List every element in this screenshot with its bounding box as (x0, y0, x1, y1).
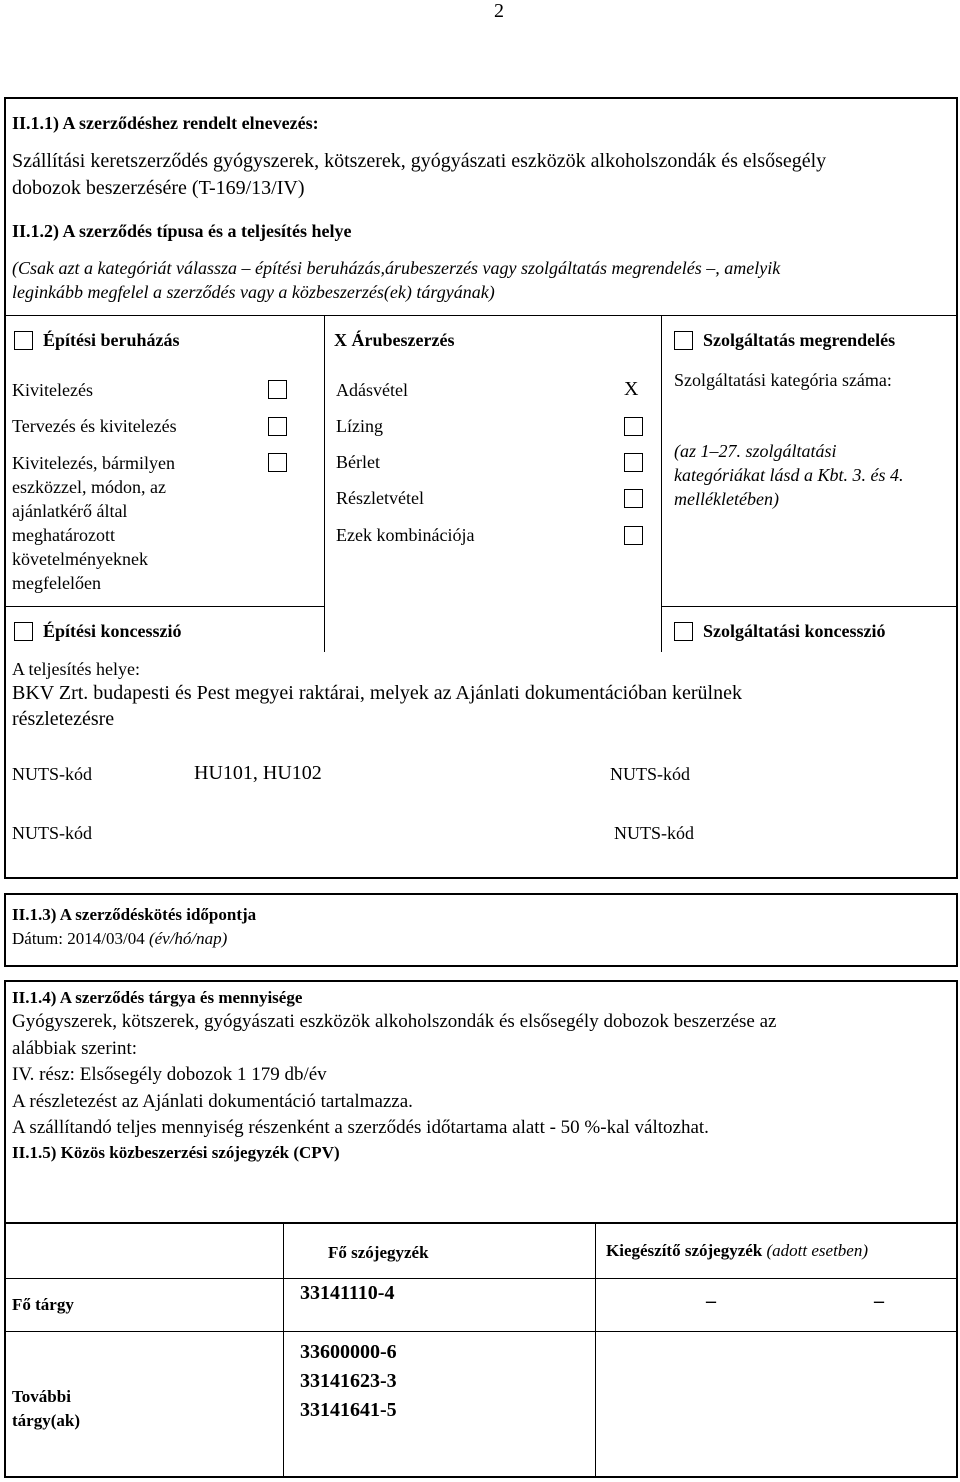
col2-header: X Árubeszerzés (334, 330, 455, 350)
box3-left-border (4, 980, 6, 1478)
s113-date: Dátum: 2014/03/04 (év/hó/nap) (12, 929, 228, 948)
page-number: 2 (494, 0, 504, 22)
col1-item-1: Kivitelezés (12, 380, 93, 400)
nuts-label-3: NUTS-kód (12, 823, 92, 843)
nuts-value-1: HU101, HU102 (194, 762, 322, 784)
cpv-row1-supp-1: – (706, 1290, 716, 1312)
cpv-row2-label: További tárgy(ak) (12, 1387, 80, 1430)
checkbox-col1-item-2[interactable] (268, 417, 287, 436)
s114-line3: IV. rész: Elsősegély dobozok 1 179 db/év (12, 1064, 327, 1085)
checkbox-col2-item-2[interactable] (624, 417, 643, 436)
type-grid-divider-2 (661, 315, 662, 652)
cpv-table-top-line (4, 1222, 958, 1224)
col1-header: Építési beruházás (43, 330, 180, 350)
checkbox-services[interactable] (674, 331, 693, 350)
cpv-table-divider-1 (283, 1222, 284, 1477)
box1-bottom-border (4, 877, 958, 879)
box2-left-border (4, 893, 6, 967)
cpv-row2-main: 33600000-6 33141623-3 33141641-5 (300, 1341, 397, 1421)
type-grid-divider-1 (324, 315, 325, 652)
s111-text-line2: dobozok beszerzésére (T-169/13/IV) (12, 177, 305, 199)
cpv-row1-main: 33141110-4 (300, 1282, 395, 1304)
s114-line5: A szállítandó teljes mennyiség részenként a szerződés időtartama alatt - 50 %-kal változhat. (12, 1117, 709, 1138)
col2-item-5: Ezek kombinációja (336, 525, 475, 545)
col3-header: Szolgáltatás megrendelés (703, 330, 896, 350)
s111-text-line1: Szállítási keretszerződés gyógyszerek, kötszerek, gyógyászati eszközök alkoholszondák és elsősegély (12, 150, 827, 172)
s115-heading: II.1.5) Közös közbeszerzési szójegyzék (CPV) (12, 1143, 340, 1162)
s114-line1: Gyógyszerek, kötszerek, gyógyászati eszközök alkoholszondák és elsősegély dobozok beszerzése az (12, 1011, 777, 1032)
box3-right-border (956, 980, 958, 1478)
cpv-col-main-header: Fő szójegyzék (328, 1243, 429, 1262)
col2-item-1-mark: X (624, 378, 639, 400)
checkbox-col2-item-4[interactable] (624, 489, 643, 508)
type-grid-right-line (661, 606, 957, 607)
box3-top-border (4, 980, 958, 982)
box1-left-border (4, 97, 6, 879)
box1-right-border (956, 97, 958, 879)
col1-item-3: Kivitelezés, bármilyen eszközzel, módon, az ajánlatkérő által meghatározott követelményeknek megfelelően (12, 453, 175, 593)
s112-note-line2: leginkább megfelel a szerződés vagy a közbeszerzés(ek) tárgyának) (12, 282, 495, 302)
s114-heading: II.1.4) A szerződés tárgya és mennyisége (12, 988, 303, 1007)
s112-heading: II.1.2) A szerződés típusa és a teljesítés helye (12, 221, 352, 241)
place-line2: részletezésre (12, 708, 115, 730)
checkbox-col2-item-5[interactable] (624, 526, 643, 545)
col2-item-3: Bérlet (336, 452, 380, 472)
cpv-row1-label: Fő tárgy (12, 1295, 74, 1314)
s112-note-line1: (Csak azt a kategóriát válassza – építési beruházás,árubeszerzés vagy szolgáltatás megrendelés –, amelyik (12, 258, 781, 278)
checkbox-works[interactable] (14, 331, 33, 350)
services-concession-label: Szolgáltatási koncesszió (703, 621, 886, 641)
cpv-col-supp-header: Kiegészítő szójegyzék (adott esetben) (606, 1241, 868, 1260)
s111-heading: II.1.1) A szerződéshez rendelt elnevezés: (12, 113, 319, 133)
checkbox-col1-item-1[interactable] (268, 380, 287, 399)
cpv-table-row-line (4, 1331, 958, 1332)
box2-top-border (4, 893, 958, 895)
box2-bottom-border (4, 965, 958, 967)
cpv-row1-supp-2: – (874, 1290, 884, 1312)
type-grid-top-line (4, 315, 958, 316)
cpv-table-divider-2 (595, 1222, 596, 1477)
box2-right-border (956, 893, 958, 967)
box1-top-border (4, 97, 958, 99)
checkbox-col1-item-3[interactable] (268, 453, 287, 472)
col2-item-2: Lízing (336, 416, 383, 436)
s113-heading: II.1.3) A szerződéskötés időpontja (12, 905, 257, 924)
col1-item-2: Tervezés és kivitelezés (12, 416, 177, 436)
works-concession-label: Építési koncesszió (43, 621, 182, 641)
nuts-label-4: NUTS-kód (614, 823, 694, 843)
box3-bottom-border (4, 1476, 958, 1478)
checkbox-works-concession[interactable] (14, 622, 33, 641)
s114-line2: alábbiak szerint: (12, 1038, 138, 1059)
col2-item-4: Részletvétel (336, 488, 424, 508)
col3-category-label: Szolgáltatási kategória száma: (674, 370, 892, 390)
cpv-table-header-line (4, 1278, 958, 1279)
type-grid-left-line (4, 606, 325, 607)
place-label: A teljesítés helye: (12, 659, 140, 679)
checkbox-services-concession[interactable] (674, 622, 693, 641)
nuts-label-1: NUTS-kód (12, 764, 92, 784)
col2-item-1: Adásvétel (336, 380, 408, 400)
nuts-label-2: NUTS-kód (610, 764, 690, 784)
checkbox-col2-item-3[interactable] (624, 453, 643, 472)
col3-note: (az 1–27. szolgáltatási kategóriákat lásd a Kbt. 3. és 4. mellékletében) (674, 441, 904, 509)
s114-line4: A részletezést az Ajánlati dokumentáció tartalmazza. (12, 1091, 413, 1112)
place-line1: BKV Zrt. budapesti és Pest megyei raktárai, melyek az Ajánlati dokumentációban kerülnek (12, 682, 742, 704)
